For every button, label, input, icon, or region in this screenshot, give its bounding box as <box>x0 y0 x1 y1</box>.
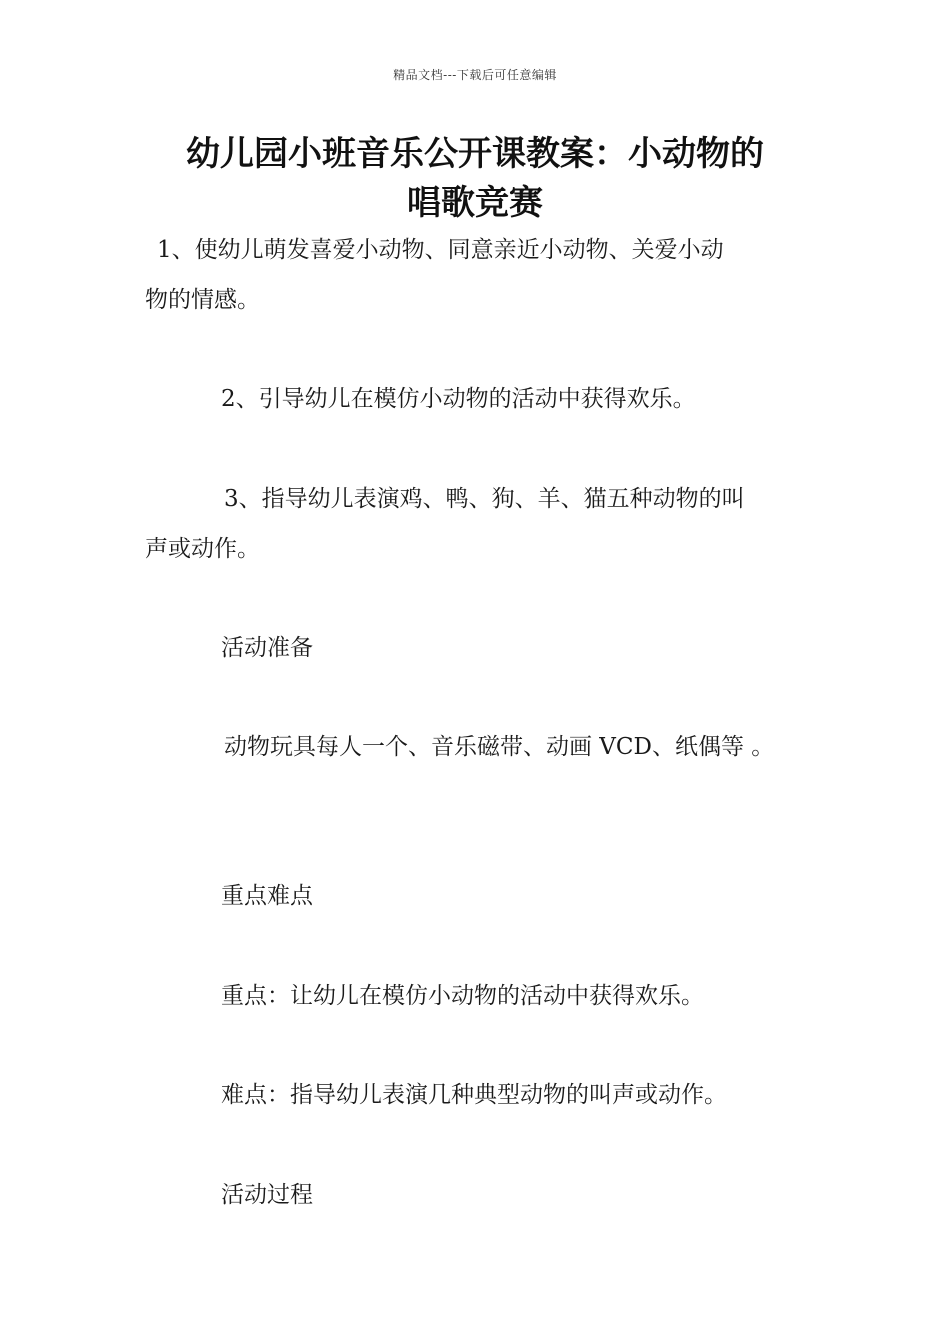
header-note: 精品文档---下载后可任意编辑 <box>393 68 557 82</box>
preparation-content: 动物玩具每人一个、音乐磁带、动画 VCD、纸偶等 。 <box>224 734 775 760</box>
preparation-heading: 活动准备 <box>221 635 313 661</box>
goal-2: 2、引导幼儿在模仿小动物的活动中获得欢乐。 <box>221 386 696 412</box>
document-title-line-1: 幼儿园小班音乐公开课教案：小动物的 <box>186 134 764 174</box>
goal-1-line-2: 物的情感。 <box>145 287 260 313</box>
goal-3-line-1: 3、指导幼儿表演鸡、鸭、狗、羊、猫五种动物的叫 <box>224 486 745 512</box>
goal-3-line-2: 声或动作。 <box>145 536 260 562</box>
document-title-line-2: 唱歌竞赛 <box>407 183 543 223</box>
key-point-difficulty: 难点：指导幼儿表演几种典型动物的叫声或动作。 <box>221 1082 727 1108</box>
key-points-heading: 重点难点 <box>221 883 313 909</box>
process-heading: 活动过程 <box>221 1182 313 1208</box>
goal-1-line-1: 1、使幼儿萌发喜爱小动物、同意亲近小动物、关爱小动 <box>157 237 724 263</box>
key-point-focus: 重点：让幼儿在模仿小动物的活动中获得欢乐。 <box>221 983 704 1009</box>
